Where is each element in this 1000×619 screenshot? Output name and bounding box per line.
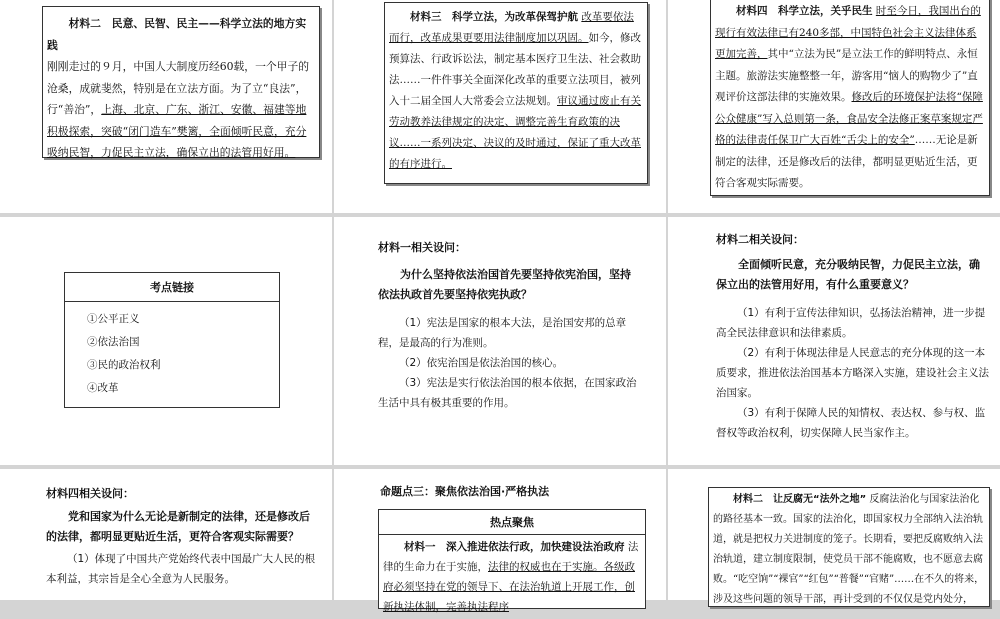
slide-panel-9 [668,469,1000,605]
answer-item: （1）宪法是国家的根本大法，是治国安邦的总章程，是最高的行为准则。 [378,317,627,349]
slide-panel-6 [668,217,1000,465]
material-heading: 材料一 深入推进依法行政，加快建设法治政府 [404,541,625,553]
question-text: 全面倾听民意，充分吸纳民智，力促民主立法，确保立出的法管用好用，有什么重要意义？ [716,258,980,291]
list-item: ①公平正义 [87,313,140,325]
answer-item: （1）有利于宣传法律知识，弘扬法治精神，进一步提高全民法律意识和法律素质。 [716,307,986,339]
question-text: 党和国家为什么无论是新制定的法律，还是修改后的法律，都明显更贴近生活，更符合客观实际需要？ [46,510,310,543]
material-two-box [42,6,320,158]
answer-item: （3）宪法是实行依法治国的根本依据，在国家政治生活中具有极其重要的作用。 [378,377,637,409]
material-four-box [710,0,990,196]
answer-item: （2）依宪治国是依法治国的核心。 [399,357,564,369]
material-heading: 材料二 民意、民智、民主——科学立法的地方实践 [47,17,307,52]
slide-panel-2 [334,0,666,213]
material-body-underlined: 上海、北京、广东、浙江、安徽、福建等地积极探索，突破“闭门造车”樊篱，全面倾听民意，充分吸纳民智，力促民主立法，确保立出的法管用好用。 [47,103,307,159]
material-heading: 材料四 科学立法，关乎民生 [736,5,873,17]
material-body: 其中“立法为民”是立法工作的鲜明特点、永恒主题。旅游法实施整整一年，游客用“恼人的购物少了”直观评价这部法律的实施效果。 [715,48,978,103]
list-item: ③民的政治权利 [87,359,161,371]
material-body: 法律的生命力在于实施， [383,541,639,573]
list-item: ④改革 [87,382,119,394]
material-body-underlined: 时至今日，我国出台的现行有效法律已有240多部，中国特色社会主义法律体系更加完善， [715,5,981,60]
material-body-underlined-2: 修改后的环境保护法将“保障公众健康”写入总则第一条，食品安全法修正案草案规定严格的法律责任保卫广大百姓“舌尖上的安全” [715,91,983,146]
slide-panel-1 [0,0,332,213]
key-points-title: 考点链接 [65,273,279,302]
section-title: 材料一相关设问： [378,241,466,254]
material-body-underlined: 法律的权威也在于实施。各级政府必须坚持在党的领导下、在法治轨道上开展工作，创新执法体制，完善执法程序 [383,561,635,613]
slide-panel-7 [0,469,332,600]
slide-panel-5 [334,217,666,465]
material-body: 反腐法治化与国家法治化的路径基本一致。国家的法治化，即国家权力全部纳入法治轨道，就是把权力关进制度的笼子。长期看，要把反腐败纳入法治轨道，建立制度限制，使党员干部不能腐败，也不愿意去腐败。“吃空饷”“裸官”“红包”“普餐”“官赌”……在不久的将来，涉及这些问题的领导干部，再计受到的不仅仅是党内处分， [713,494,985,605]
slide-panel-8 [334,469,666,613]
key-points-box [64,272,280,408]
hot-focus-title: 热点聚焦 [379,510,645,535]
material-heading: 材料三 科学立法，为改革保驾护航 [410,11,578,23]
material-three-box [384,2,648,184]
material-body-underlined: 改革要依法而行，改革成果更要用法律制度加以巩固。 [389,11,634,44]
key-points-list [65,302,279,400]
question-text: 为什么坚持依法治国首先要坚持依宪治国，坚持依法执政首先要坚持依宪执政？ [378,268,631,301]
material-body: 如今，修改预算法、行政诉讼法，制定基本医疗卫生法、社会救助法……一件件事关全面深化改革的重要立法项目，被列入十二届全国人大常委会立法规划。 [389,32,641,107]
section-title: 材料四相关设问： [46,487,134,500]
hot-focus-box [378,509,646,613]
slide-panel-3 [668,0,1000,213]
answer-item: （2）有利于体现法律是人民意志的充分体现的这一本质要求，推进依法治国基本方略深入实施，建设社会主义法治国家。 [716,347,989,399]
list-item: ②依法治国 [87,336,140,348]
answer-item: （3）有利于保障人民的知情权、表达权、参与权、监督权等政治权利，切实保障人民当家作主。 [716,407,986,439]
material-body: 刚刚走过的９月，中国人大制度历经60载，一个甲子的沧桑，成就斐然，特别是在立法方面。为了立“良法”，行“善治”， [47,60,310,116]
material-body-underlined-2: 审议通过废止有关劳动教养法律规定的决定、调整完善生育政策的决议……一系列决定、决议的及时通过，保证了重大改革的有序进行。 [389,95,641,170]
material-heading: 材料二 让反腐无“法外之地” [733,494,867,505]
section-title: 材料二相关设问： [716,233,804,246]
slide-panel-4 [0,217,332,465]
answer-item: （1）体现了中国共产党始终代表中国最广大人民的根本利益，其宗旨是全心全意为人民服务。 [46,553,316,585]
section-title: 命题点三：聚焦依法治国·严格执法 [380,485,550,498]
material-body-2: ……无论是新制定的法律，还是修改后的法律，都明显更贴近生活，更符合客观实际需要。 [715,134,978,189]
material-box [708,487,990,607]
